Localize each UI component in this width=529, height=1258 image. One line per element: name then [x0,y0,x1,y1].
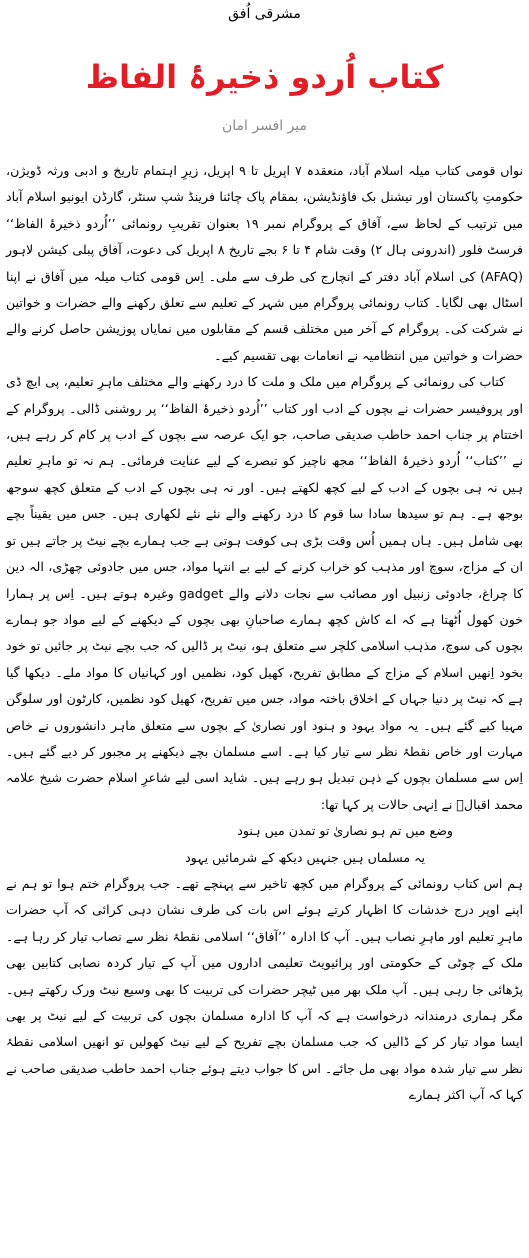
article-body [6,158,523,1109]
paragraph: ہم اس کتاب رونمائی کے پروگرام میں کچھ تاخیر سے پہنچے تھے۔ جب پروگرام ختم ہوا تو ہم نے اپنے اوپر درج خدشات کا اظہار کرتے ہوئے اس بات کی طرف نشان دہی کرائی کہ آپ حضرات ماہرِ تعلیم اور ماہرِ نصاب ہیں۔ آپ کا ادارہ ’’آفاق‘‘ اسلامی نقطۂ نظر سے نصاب تیار کر رہا ہے۔ ملک کے چوٹی کے حکومتی اور پرائیویٹ تعلیمی اداروں میں آپ کے تیار کردہ نصابی کتابیں بھی پڑھائی جا رہی ہیں۔ آپ ملک بھر میں ٹیچر حضرات کی تربیت کا بھی وسیع نیٹ ورک رکھتے ہیں۔ مگر ہماری درمندانہ درخواست ہے کہ آپ کا ادارہ مسلمان بچوں کی تربیت کے لیے نیٹ پر بھی ایسا مواد تیار کر کے ڈالیں کہ جب مسلمان بچے تفریح کے لیے نیٹ کھولیں تو انھیں اسلامی نقطۂ نظر سے تیار شدہ مواد بھی مل جائے۔ اس کا جواب دیتے ہوئے جناب احمد حاطب صدیقی صاحب نے کہا کہ آپ اکثر ہمارے [6,875,523,1103]
author-byline: میر افسر امان [221,118,308,134]
article-title: کتاب اُردو ذخیرۂ الفاظ [85,58,444,96]
verse-line: وضع میں تم ہو نصاریٰ تو تمدن میں ہنود [237,823,453,839]
column-kicker: مشرقی اُفق [228,6,301,22]
paragraph: نواں قومی کتاب میلہ اسلام آباد، منعقدہ ۷ اپریل تا ۹ اپریل، زیرِ اہتمام تاریخ و ادبی ورثہ ڈویژن، حکومتِ پاکستان اور نیشنل بک فاؤنڈیشن، بمقام پاک چائنا فرینڈ شپ سنٹر، گارڈن ایونیو اسلام آباد میں ترتیب کے لحاظ سے، آفاق کے پروگرام نمبر ۱۹ بعنوان تقریبِ رونمائی ’’اُردو ذخیرۂ الفاظ‘‘ فرسٹ فلور (اندرونی ہال ۲) وقت شام ۴ تا ۶ بجے تاریخ ۸ اپریل کی دعوت، آفاق پبلی کیشن لاہور (AFAQ) کی اسلام آباد دفتر کے انچارج کی طرف سے ملی۔ اِس قومی کتاب میلہ میں آفاق نے اپنا اسٹال بھی لگایا۔ کتاب رونمائی پروگرام میں شہر کے تعلیم سے تعلق رکھنے والے حضرات و خواتین نے شرکت کی۔ پروگرام کے آخر میں مختلف قسم کے مقابلوں میں نمایاں پوزیشن حاصل کرنے والے حضرات و خواتین میں انتظامیہ نے انعامات بھی تقسیم کیے۔ [6,163,524,363]
verse-line: یہ مسلماں ہیں جنہیں دیکھ کے شرمائیں یہود [185,849,425,865]
paragraph: کتاب کی رونمائی کے پروگرام میں ملک و ملت کا درد رکھنے والے مختلف ماہرِ تعلیم، پی ایچ ڈی اور پروفیسر حضرات نے بچوں کے ادب اور کتاب ’’اُردو ذخیرۂ الفاظ‘‘ پر روشنی ڈالی۔ پروگرام کے اختتام پر جناب احمد حاطب صدیقی صاحب، جو ایک عرصہ سے بچوں کے ادب پر کام کر رہے ہیں، نے ’’کتاب‘‘ اُردو ذخیرۂ الفاظ‘‘ مجھ ناچیز کو تبصرے کے لیے عنایت فرمائی۔ ہم نہ تو ماہرِ تعلیم ہیں نہ ہی بچوں کے ادب کے لیے کچھ لکھتے ہیں۔ اور نہ ہی بچوں کے ادب کے متعلق کچھ سوجھ بوجھ ہے۔ ہم تو سیدھا سادا سا قوم کا درد رکھنے والے نئے نئے لکھاری ہیں۔ جس میں یقیناً بچے بھی شامل ہیں۔ ہاں ہمیں اُس وقت بڑی ہی کوفت ہوتی ہے جب ہمارے بچے نیٹ پر جاتے ہیں تو ان کے مزاج، سوچ اور مذہب کو خراب کرنے کے لیے بے انتہا مواد، جس میں جادوئی چھڑی، الہ دین کا چراغ، جادوئی زنبیل اور مصائب سے نجات دلانے والے gadget وغیرہ ہوتے ہیں۔ اِس پر ہمارا خون کھول اُٹھتا ہے کہ اے کاش کچھ ہمارے صاحبانِ بھی بچوں کے دیکھنے کے لیے مواد جو ہمارے بچوں کی سوچ، مذہب اسلامی کلچر سے متعلق ہو، نیٹ پر ڈالیں کہ جب بچے نیٹ پر جائیں تو خود بخود اِنھیں اسلام کے مزاج کے مطابق تفریح، کھیل کود، نظمیں اور کہانیاں کا مواد ملے۔ دیکھا گیا ہے کہ نیٹ پر دنیا جہاں کے اخلاق باختہ مواد، جس میں تفریح، کھیل کود نظمیں، کارٹون اور سلوگن مہیا کیے گئے ہیں۔ یہ مواد یہود و ہنود اور نصاریٰ کے بچوں سے متعلق ماہر دانشوروں نے خاص مہارت اور خاص نقطۂ نظر سے تیار کیا ہے۔ اسے مسلمان بچے دیکھنے پر مجبور کر دیے گئے ہیں۔ اِس سے مسلمان بچوں کے ذہن تبدیل ہو رہے ہیں۔ شاید اسی لیے شاعرِ اسلام حضرت شیخ علامہ محمد اقبالؒ نے اِنہی حالات پر کہا تھا: [6,374,524,812]
poetry-couplet [6,818,523,871]
